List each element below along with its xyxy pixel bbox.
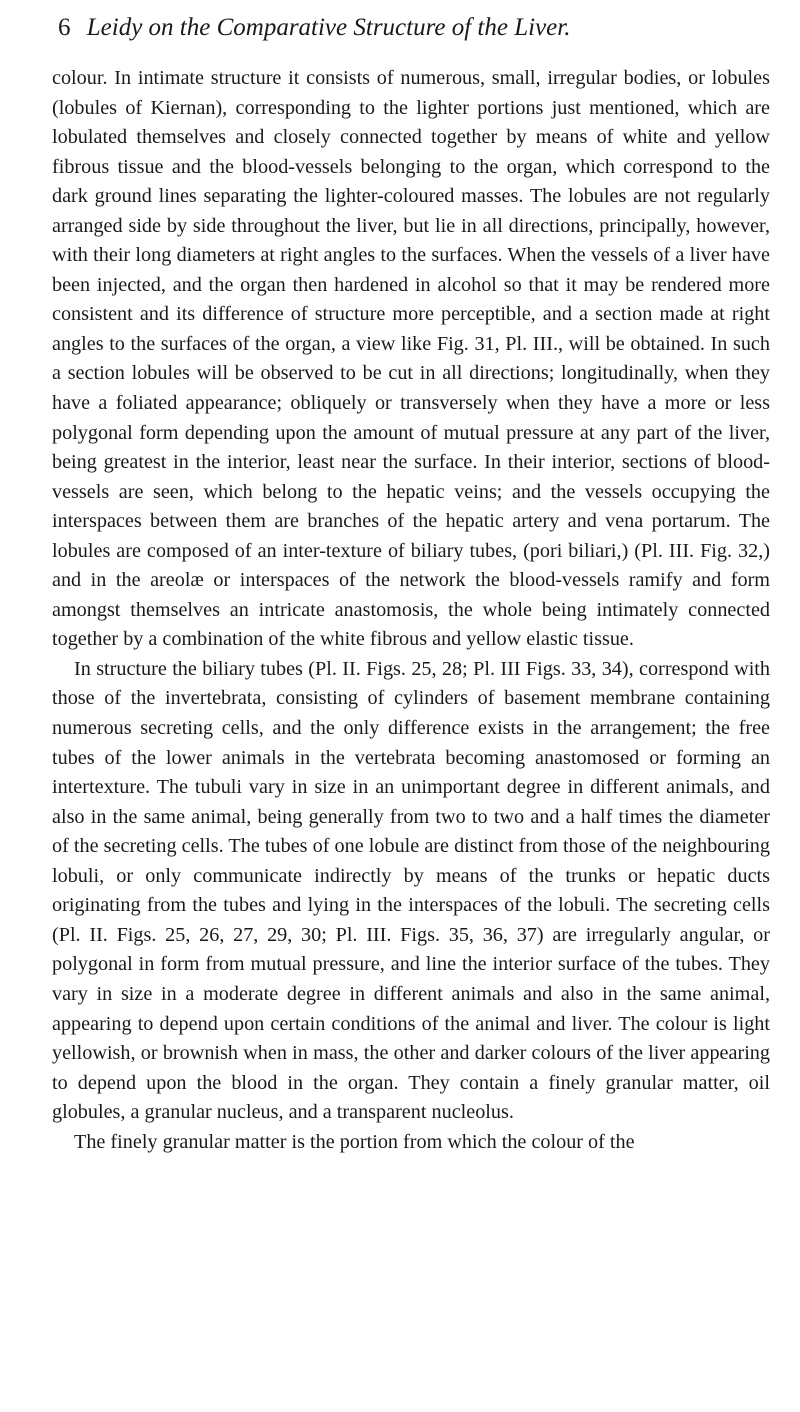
running-title: Leidy on the Comparative Structure of the Liver. — [86, 14, 571, 41]
body-text — [52, 64, 770, 1157]
page-number: 6 — [58, 14, 71, 41]
paragraph: colour. In intimate structure it consists of numerous, small, irregular bodies, or lobules (lobules of Kiernan), corresponding to the lighter portions just mentioned, which are lobulated themselves and closely connected together by means of white and yellow fibrous tissue and the blood-vessels belonging to the organ, which correspond to the dark ground lines separating the lighter-coloured masses. The lobules are not regularly arranged side by side throughout the liver, but lie in all directions, principally, however, with their long diameters at right angles to the surfaces. When the vessels of a liver have been injected, and the organ then hardened in alcohol so that it may be rendered more consistent and its difference of structure more perceptible, and a section made at right angles to the surfaces of the organ, a view like Fig. 31, Pl. III., will be obtained. In such a section lobules will be observed to be cut in all directions; longitudinally, when they have a foliated appearance; obliquely or transversely when they have a more or less polygonal form depending upon the amount of mutual pressure at any part of the liver, being greatest in the interior, least near the surface. In their interior, sections of blood-vessels are seen, which belong to the hepatic veins; and the vessels occupying the interspaces between them are branches of the hepatic artery and vena portarum. The lobules are composed of an inter-texture of biliary tubes, (pori biliari,) (Pl. III. Fig. 32,) and in the areolæ or interspaces of the network the blood-vessels ramify and form amongst themselves an intricate anastomosis, the whole being intimately connected together by a combination of the white fibrous and yellow elastic tissue. — [52, 67, 770, 651]
paragraph: The finely granular matter is the portion from which the colour of the — [74, 1130, 635, 1153]
page-header — [58, 12, 758, 44]
paragraph: In structure the biliary tubes (Pl. II. Figs. 25, 28; Pl. III Figs. 33, 34), correspond with those of the invertebrata, consisting of cylinders of basement membrane containing numerous secreting cells, and the only difference exists in the arrangement; the free tubes of the lower animals in the vertebrata becoming anastomosed or forming an intertexture. The tubuli vary in size in an unimportant degree in different animals, and also in the same animal, being generally from two to two and a half times the diameter of the secreting cells. The tubes of one lobule are distinct from those of the neighbouring lobuli, or only communicate indirectly by means of the trunks or hepatic ducts originating from the tubes and lying in the interspaces of the lobuli. The secreting cells (Pl. II. Figs. 25, 26, 27, 29, 30; Pl. III. Figs. 35, 36, 37) are irregularly angular, or polygonal in form from mutual pressure, and line the interior surface of the tubes. They vary in size in a moderate degree in different animals and also in the same animal, appearing to depend upon certain conditions of the animal and liver. The colour is light yellowish, or brownish when in mass, the other and darker colours of the liver appearing to depend upon the blood in the organ. They contain a finely granular matter, oil globules, a granular nucleus, and a transparent nucleolus. — [52, 657, 770, 1124]
